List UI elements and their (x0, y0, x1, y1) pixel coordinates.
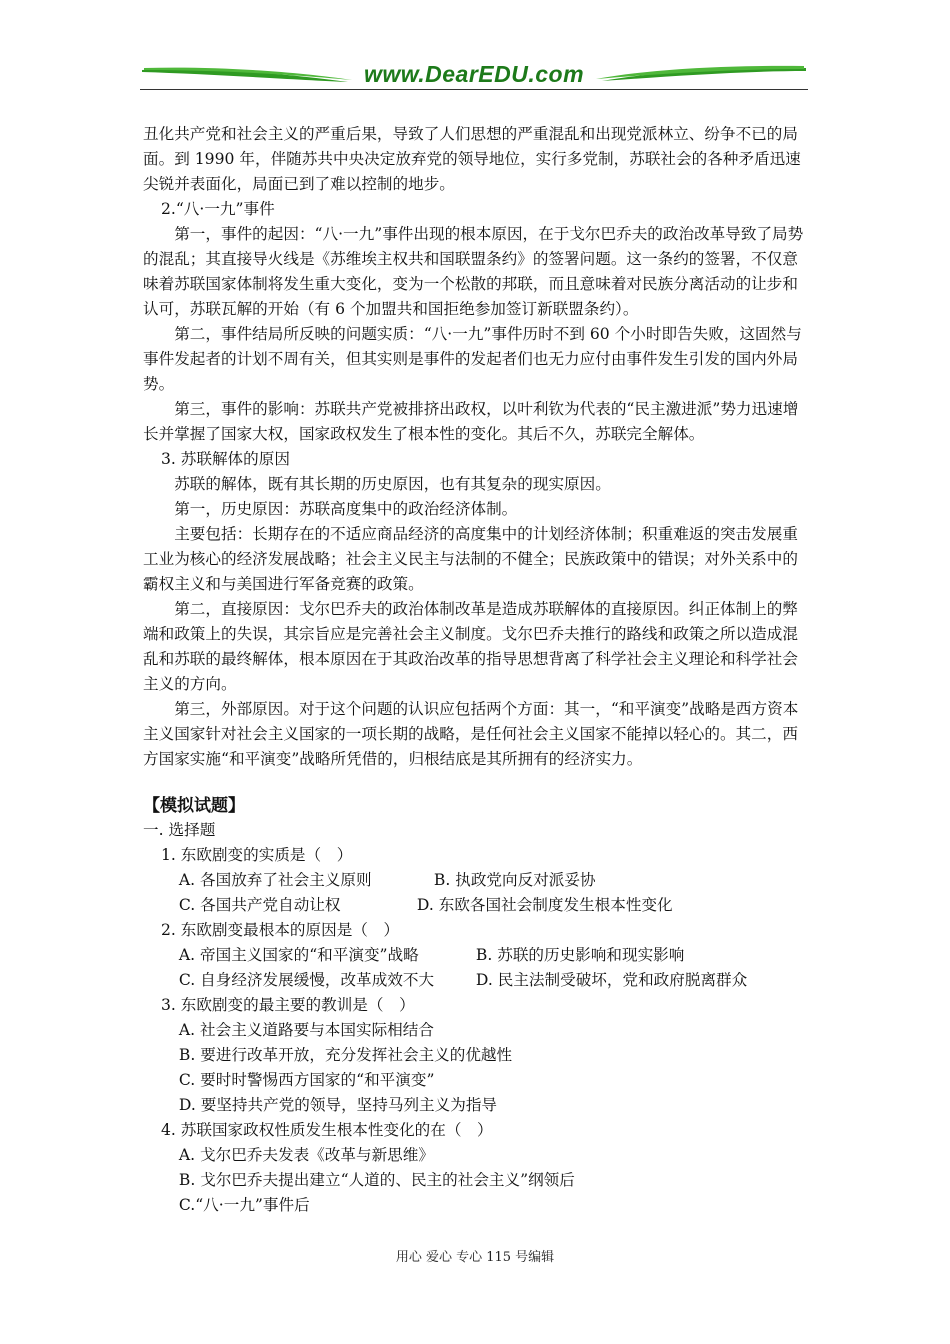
question: 2. 东欧剧变最根本的原因是（ ） (160, 921, 400, 939)
option: A. 社会主义道路要与本国实际相结合 (178, 1021, 434, 1039)
question: 1. 东欧剧变的实质是（ ） (160, 846, 353, 864)
paragraph: 第二，直接原因：戈尔巴乔夫的政治体制改革是造成苏联解体的直接原因。纠正体制上的弊端和政策上的失误，其宗旨应是完善社会主义制度。戈尔巴乔夫推行的路线和政策之所以造成混乱和苏联的最终解体，根本原因在于其政治改革的指导思想背离了科学社会主义理论和科学社会主义的方向。 (143, 600, 798, 693)
option-row (143, 893, 811, 918)
option: C. 各国共产党自动让权 (178, 896, 341, 914)
option: A. 戈尔巴乔夫发表《改革与新思维》 (178, 1146, 434, 1164)
paragraph: 第二，事件结局所反映的问题实质：“八·一九”事件历时不到 60 个小时即告失败，这固然与事件发起者的计划不周有关，但其实则是事件的发起者们也无力应付由事件发生引发的国内外局势。 (143, 325, 802, 393)
paragraph: 主要包括：长期存在的不适应商品经济的高度集中的计划经济体制；积重难返的突击发展重工业为核心的经济发展战略；社会主义民主与法制的不健全；民族政策中的错误；对外关系中的霸权主义和与美国进行军备竞赛的政策。 (143, 525, 798, 593)
option: D. 民主法制受破坏，党和政府脱离群众 (475, 971, 748, 989)
document-body (143, 122, 811, 1218)
option: D. 要坚持共产党的领导，坚持马列主义为指导 (178, 1096, 498, 1114)
question: 3. 东欧剧变的最主要的教训是（ ） (160, 996, 415, 1014)
option: B. 戈尔巴乔夫提出建立“人道的、民主的社会主义”纲领后 (178, 1171, 575, 1189)
header-divider (140, 89, 808, 90)
exam-section-label: 一. 选择题 (143, 821, 216, 839)
option: A. 各国放弃了社会主义原则 (178, 871, 372, 889)
paragraph: 苏联的解体，既有其长期的历史原因，也有其复杂的现实原因。 (174, 475, 611, 493)
option: B. 苏联的历史影响和现实影响 (475, 946, 685, 964)
exam-title: 【模拟试题】 (143, 796, 245, 816)
option: B. 要进行改革开放，充分发挥社会主义的优越性 (178, 1046, 513, 1064)
question: 4. 苏联国家政权性质发生根本性变化的在（ ） (160, 1121, 493, 1139)
site-logo[interactable]: www.DearEDU.com (363, 61, 585, 87)
option: C. 自身经济发展缓慢，改革成效不大 (178, 971, 435, 989)
paragraph: 第三，事件的影响：苏联共产党被排挤出政权，以叶利钦为代表的“民主激进派”势力迅速增长并掌握了国家大权，国家政权发生了根本性的变化。其后不久，苏联完全解体。 (143, 400, 799, 443)
page-footer: 用心 爱心 专心 115 号编辑 (395, 1250, 555, 1265)
option-row (143, 968, 811, 993)
option: D. 东欧各国社会制度发生根本性变化 (416, 896, 673, 914)
paragraph: 第一，历史原因：苏联高度集中的政治经济体制。 (174, 500, 518, 518)
site-header (140, 58, 808, 92)
option: A. 帝国主义国家的“和平演变”战略 (178, 946, 419, 964)
option: C.“八·一九”事件后 (178, 1196, 310, 1214)
section-heading: 3. 苏联解体的原因 (160, 450, 290, 468)
option-row (143, 943, 811, 968)
option: B. 执政党向反对派妥协 (433, 871, 596, 889)
paragraph: 第一，事件的起因：“八·一九”事件出现的根本原因，在于戈尔巴乔夫的政治改革导致了局势的混乱；其直接导火线是《苏维埃主权共和国联盟条约》的签署问题。这一条约的签署，不仅意味着苏联国家体制将发生重大变化，变为一个松散的邦联，而且意味着对民族分离活动的让步和认可，苏联瓦解的开始（有 6 个加盟共和国拒绝参加签订新联盟条约）。 (143, 225, 804, 318)
section-heading: 2.“八·一九”事件 (160, 200, 275, 218)
option-row (143, 868, 811, 893)
option: C. 要时时警惕西方国家的“和平演变” (178, 1071, 435, 1089)
paragraph: 第三，外部原因。对于这个问题的认识应包括两个方面：其一，“和平演变”战略是西方资本主义国家针对社会主义国家的一项长期的战略，是任何社会主义国家不能掉以轻心的。其二，西方国家实施“和平演变”战略所凭借的，归根结底是其所拥有的经济实力。 (143, 700, 799, 768)
paragraph: 丑化共产党和社会主义的严重后果，导致了人们思想的严重混乱和出现党派林立、纷争不已的局面。到 1990 年，伴随苏共中央决定放弃党的领导地位，实行多党制，苏联社会的各种矛盾迅速尖锐并表面化，局面已到了难以控制的地步。 (143, 125, 801, 193)
